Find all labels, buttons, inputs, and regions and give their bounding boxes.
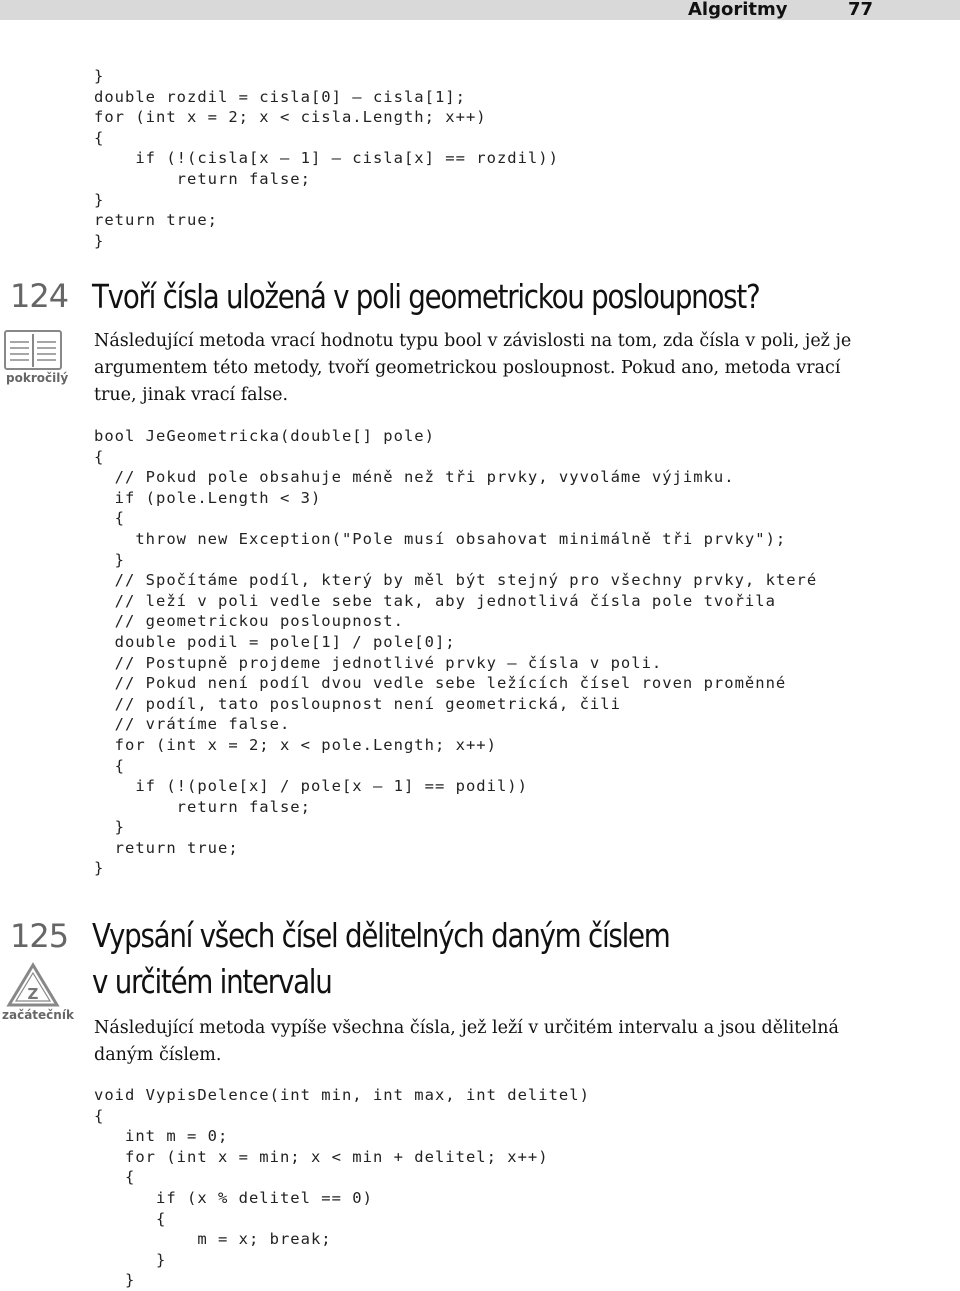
code-block: bool JeGeometricka(double[] pole) { // Pokud pole obsahuje méně než tři prvky, vyvoláme výjimku. if (pole.Length < 3) { throw new Exception("Pole musí obsahovat minimálně tři prvky"); } // Spočítáme podíl, který by měl být stejný pro všechny prvky, které // leží v poli vedle sebe tak, aby jednotlivá čísla pole tvořila // geometrickou posloupnost. double podil = pole[1] / pole[0]; // Postupně projdeme jednotlivé prvky – čísla v poli. // Pokud není podíl dvou vedle sebe ležících čísel roven proměnné // podíl, tato posloupnost není geometrická, čili // vrátíme false. for (int x = 2; x < pole.Length; x++) { if (!(pole[x] / pole[x – 1] == podil)) return false; } return true; } xyxy=(94,427,818,878)
section-description: Následující metoda vrací hodnotu typu bool v závislosti na tom, zda čísla v poli, jež je argumentem této metody, tvoří geometrickou posloupnost. Pokud ano, metoda vrací true, jinak vrací false. xyxy=(94,331,852,405)
chapter-title: Algoritmy xyxy=(688,0,788,20)
section-title-line-1: Vypsání všech čísel dělitelných daným číslem xyxy=(92,916,670,955)
z-triangle-icon xyxy=(6,962,60,1008)
section-description: Následující metoda vypíše všechna čísla, jež leží v určitém intervalu a jsou dělitelná daným číslem. xyxy=(94,1018,839,1065)
section-number: 124 xyxy=(10,277,69,315)
section-title: Tvoří čísla uložená v poli geometrickou posloupnost? xyxy=(92,277,760,316)
z-icon-letter: Z xyxy=(27,985,39,1003)
header-bar xyxy=(0,0,960,20)
page-number: 77 xyxy=(848,0,874,20)
running-header xyxy=(0,0,960,20)
code-block-continuation: } double rozdil = cisla[0] – cisla[1]; for (int x = 2; x < cisla.Length; x++) { if (!(cisla[x – 1] – cisla[x] == rozdil)) return false; } return true; } xyxy=(94,67,559,250)
difficulty-level: začátečník xyxy=(2,1008,74,1022)
code-block: void VypisDelence(int min, int max, int delitel) { int m = 0; for (int x = min; x < min + delitel; x++) { if (x % delitel == 0) { m = x; break; } } xyxy=(94,1086,590,1290)
section-number: 125 xyxy=(10,917,69,955)
section-title-line-2: v určitém intervalu xyxy=(92,962,332,1001)
difficulty-level: pokročilý xyxy=(6,371,69,385)
book-icon xyxy=(4,330,62,370)
